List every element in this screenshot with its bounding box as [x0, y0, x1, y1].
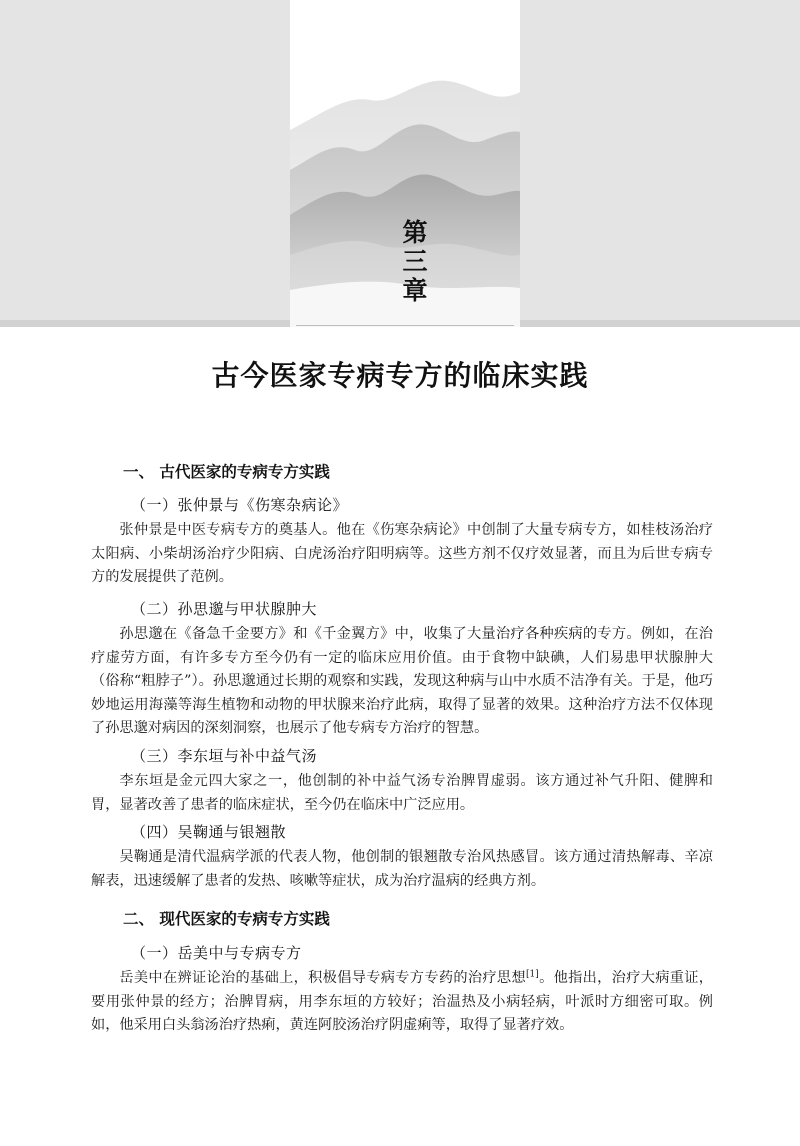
paragraph-zhang-zhongjing: 张仲景是中医专病专方的奠基人。他在《伤寒杂病论》中创制了大量专病专方，如桂枝汤治疗太阳病、小柴胡汤治疗少阳病、白虎汤治疗阳明病等。这些方剂不仅疗效显著，而且为后世专病专方的发展提供了范例。: [91, 522, 713, 585]
chapter-number: 第三章: [399, 219, 428, 306]
paragraph-text-after-citation: 。他指出，治疗大病重证，要用张仲景的经方；治脾胃病，用李东垣的方较好；治温热及小病轻病，叶派时方细密可取。例如，他采用白头翁汤治疗热痢，黄连阿胶汤治疗阴虚痢等，取得了显著疗效。: [91, 970, 713, 1033]
paragraph-sun-simiao: 孙思邈在《备急千金要方》和《千金翼方》中，收集了大量治疗各种疾病的专方。例如，在治疗虚劳方面，有许多专方至今仍有一定的临床应用价值。由于食物中缺碘，人们易患甲状腺肿大（俗称“粗脖子”）。孙思邈通过长期的观察和实践，发现这种病与山中水质不洁净有关。于是，他巧妙地运用海藻等海生植物和动物的甲状腺来治疗此病，取得了显著的效果。这种治疗方法不仅体现了孙思邈对病因的深刻洞察，也展示了他专病专方治疗的智慧。: [91, 626, 713, 736]
paragraph-yue-meizhong: [91, 967, 713, 1038]
citation-marker: [1]: [525, 969, 539, 980]
panel-divider: [296, 325, 514, 326]
subsection-heading-wu-jutong: （四）吴鞠通与银翘散: [131, 823, 287, 841]
paragraph-text-before-citation: 岳美中在辨证论治的基础上，积极倡导专病专方专药的治疗思想: [119, 970, 526, 986]
subsection-heading-sun-simiao: （二）孙思邈与甲状腺肿大: [131, 600, 318, 618]
subsection-heading-zhang-zhongjing: （一）张仲景与《伤寒杂病论》: [131, 496, 349, 514]
section-heading-modern: 二、 现代医家的专病专方实践: [123, 910, 330, 928]
subsection-heading-yue-meizhong: （一）岳美中与专病专方: [131, 944, 302, 962]
paragraph-li-dongyuan: 李东垣是金元四大家之一，他创制的补中益气汤专治脾胃虚弱。该方通过补气升阳、健脾和胃，显著改善了患者的临床症状，至今仍在临床中广泛应用。: [91, 773, 713, 813]
page-title: 古今医家专病专方的临床实践: [211, 359, 589, 392]
paragraph-wu-jutong: 吴鞠通是清代温病学派的代表人物，他创制的银翘散专治风热感冒。该方通过清热解毒、辛凉解表，迅速缓解了患者的发热、咳嗽等症状，成为治疗温病的经典方剂。: [91, 849, 713, 889]
subsection-heading-li-dongyuan: （三）李东垣与补中益气汤: [131, 747, 318, 765]
section-heading-ancient: 一、 古代医家的专病专方实践: [123, 463, 330, 481]
